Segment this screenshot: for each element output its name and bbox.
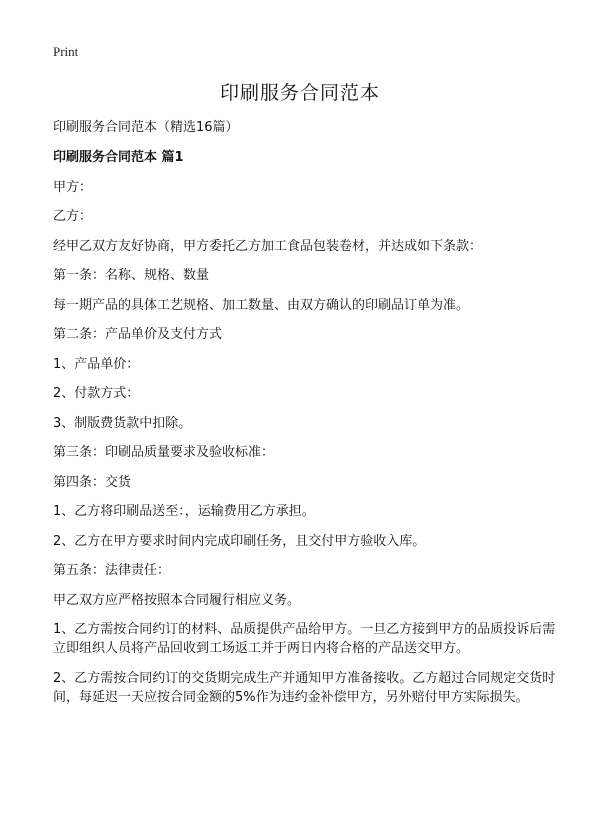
- paragraph: 1、乙方将印刷品送至：，运输费用乙方承担。: [53, 504, 315, 519]
- document-title: 印刷服务合同范本: [219, 82, 380, 104]
- paragraph: 1、乙方需按合同约订的材料、品质提供产品给甲方。一旦乙方接到甲方的品质投诉后需立即组织人员将产品回收到工场返工并于两日内将合格的产品送交甲方。: [53, 622, 556, 656]
- print-link[interactable]: Print: [53, 44, 79, 59]
- paragraph: 2、付款方式：: [53, 386, 140, 401]
- document-body: [53, 118, 556, 717]
- paragraph: 第四条：交货: [53, 474, 132, 490]
- paragraph: 印刷服务合同范本（精选16篇）: [53, 120, 239, 135]
- paragraph: 2、乙方需按合同约订的交货期完成生产并通知甲方准备接收。乙方超过合同规定交货时间，每延迟一天应按合同金额的5%作为违约金补偿甲方，另外赔付甲方实际损失。: [53, 670, 556, 705]
- paragraph: 3、制版费货款中扣除。: [53, 415, 192, 431]
- paragraph: 2、乙方在甲方要求时间内完成印刷任务，且交付甲方验收入库。: [53, 533, 426, 549]
- paragraph: 甲方：: [53, 179, 93, 195]
- paragraph: 第二条：产品单价及支付方式: [53, 327, 223, 342]
- section-heading: 印刷服务合同范本 篇1: [53, 149, 184, 165]
- paragraph: 第五条：法律责任：: [53, 563, 171, 578]
- paragraph: 第三条：印刷品质量要求及验收标准：: [53, 445, 275, 460]
- paragraph: 经甲乙双方友好协商，甲方委托乙方加工食品包装卷材，并达成如下条款：: [53, 238, 483, 254]
- paragraph: 甲乙双方应严格按照本合同履行相应义务。: [53, 592, 301, 608]
- paragraph: 乙方：: [53, 209, 93, 224]
- paragraph: 每一期产品的具体工艺规格、加工数量、由双方确认的印刷品订单为准。: [53, 297, 470, 313]
- paragraph: 第一条：名称、规格、数量: [53, 268, 210, 283]
- paragraph: 1、产品单价：: [53, 356, 140, 372]
